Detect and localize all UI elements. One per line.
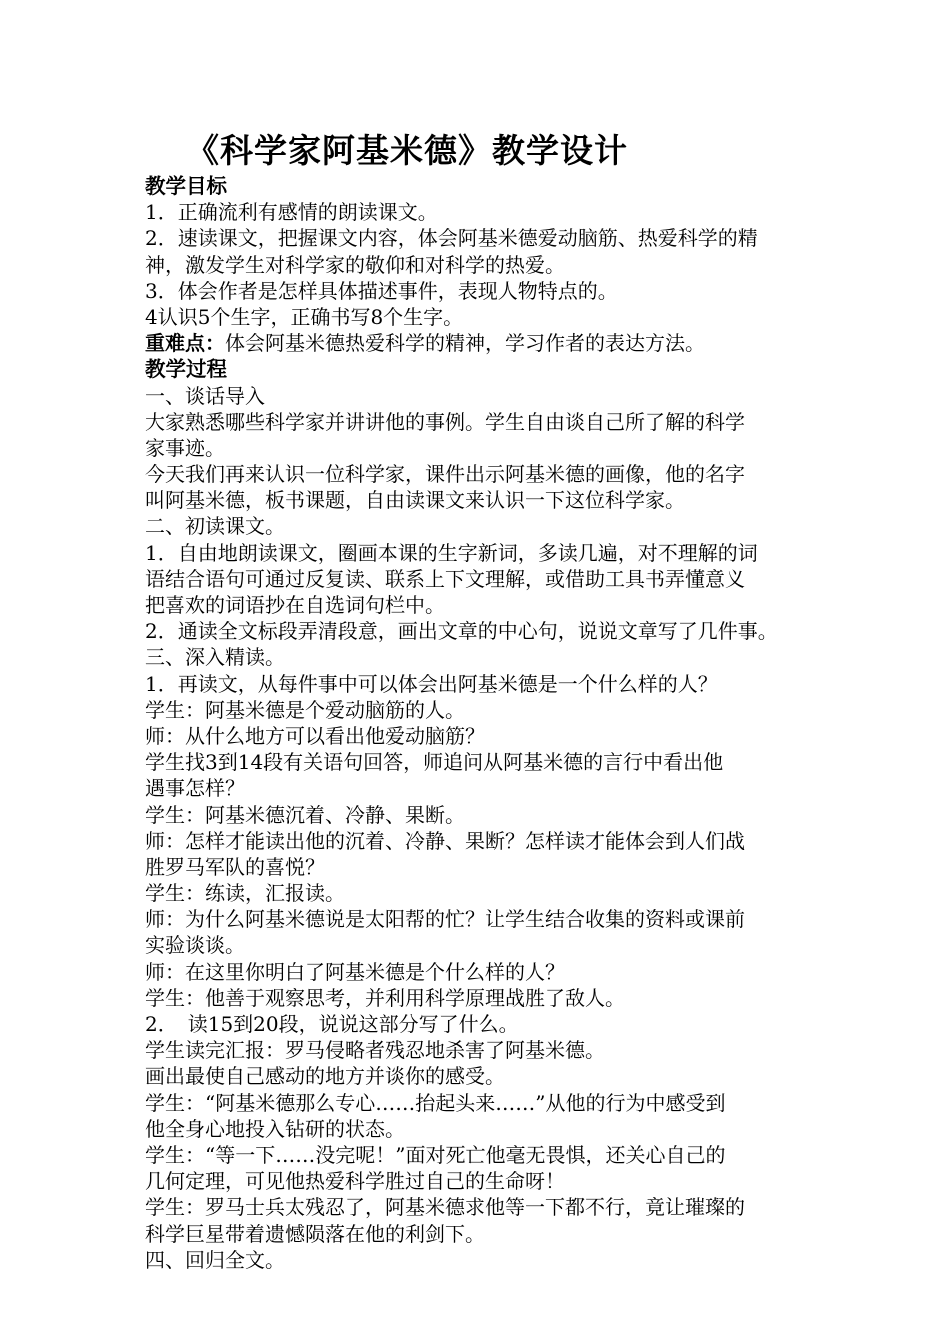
process-line: 二、初读课文。 — [145, 514, 285, 539]
process-line: 画出最使自己感动的地方并谈你的感受。 — [145, 1064, 505, 1089]
process-line: 学生：阿基米德是个爱动脑筋的人。 — [145, 697, 465, 722]
process-line: 遇事怎样？ — [145, 776, 245, 801]
process-line: 学生：练读，汇报读。 — [145, 881, 345, 906]
process-line: 今天我们再来认识一位科学家，课件出示阿基米德的画像，他的名字 — [145, 462, 745, 487]
key-points-text: 体会阿基米德热爱科学的精神，学习作者的表达方法。 — [225, 331, 705, 356]
process-line: 师：从什么地方可以看出他爱动脑筋？ — [145, 723, 485, 748]
objective-item: 3．体会作者是怎样具体描述事件，表现人物特点的。 — [145, 278, 618, 303]
process-line: 实验谈谈。 — [145, 933, 245, 958]
process-line: 他全身心地投入钻研的状态。 — [145, 1116, 405, 1141]
process-line: 师：在这里你明白了阿基米德是个什么样的人？ — [145, 959, 565, 984]
process-heading: 教学过程 — [145, 357, 227, 382]
process-line: 语结合语句可通过反复读、联系上下文理解，或借助工具书弄懂意义 — [145, 566, 745, 591]
objective-item: 4认识5个生字，正确书写8个生字。 — [145, 304, 464, 329]
process-line: 2．通读全文标段弄清段意，画出文章的中心句，说说文章写了几件事。 — [145, 619, 778, 644]
process-line: 学生读完汇报：罗马侵略者残忍地杀害了阿基米德。 — [145, 1038, 605, 1063]
process-line: 学生：阿基米德沉着、冷静、果断。 — [145, 802, 465, 827]
process-line: 师：为什么阿基米德说是太阳帮的忙？让学生结合收集的资料或课前 — [145, 907, 745, 932]
process-line: 一、谈话导入 — [145, 383, 265, 408]
key-points-label: 重难点： — [145, 331, 225, 356]
process-line: 学生：罗马士兵太残忍了，阿基米德求他等一下都不行，竟让璀璨的 — [145, 1195, 745, 1220]
process-line: 三、深入精读。 — [145, 645, 285, 670]
process-line: 四、回归全文。 — [145, 1247, 285, 1272]
process-line: 学生找3到14段有关语句回答，师追问从阿基米德的言行中看出他 — [145, 750, 724, 775]
process-line: 学生：“阿基米德那么专心……抬起头来……”从他的行为中感受到 — [145, 1090, 726, 1115]
process-line: 叫阿基米德，板书课题，自由读课文来认识一下这位科学家。 — [145, 488, 685, 513]
process-line: 把喜欢的词语抄在自选词句栏中。 — [145, 593, 445, 617]
process-line: 学生：他善于观察思考，并利用科学原理战胜了敌人。 — [145, 985, 625, 1010]
process-line: 2． 读15到20段，说说这部分写了什么。 — [145, 1012, 519, 1036]
process-line: 家事迹。 — [145, 435, 225, 460]
objectives-heading: 教学目标 — [145, 174, 227, 198]
process-line: 科学巨星带着遗憾陨落在他的利剑下。 — [145, 1221, 485, 1246]
document-title: 《科学家阿基米德》教学设计 — [186, 131, 628, 170]
process-line: 几何定理，可见他热爱科学胜过自己的生命呀！ — [145, 1169, 565, 1194]
document-body — [145, 173, 825, 1273]
process-line: 师：怎样才能读出他的沉着、冷静、果断？怎样读才能体会到人们战 — [145, 828, 745, 853]
process-line: 学生：“等一下……没完呢！”面对死亡他毫无畏惧，还关心自己的 — [145, 1142, 726, 1167]
objective-item: 1．正确流利有感情的朗读课文。 — [145, 200, 438, 225]
process-line: 胜罗马军队的喜悦？ — [145, 854, 325, 879]
process-line: 1．再读文，从每件事中可以体会出阿基米德是一个什么样的人？ — [145, 671, 718, 696]
key-points — [145, 330, 825, 356]
process-line: 大家熟悉哪些科学家并讲讲他的事例。学生自由谈自己所了解的科学 — [145, 409, 745, 434]
process-line: 1．自由地朗读课文，圈画本课的生字新词，多读几遍，对不理解的词 — [145, 540, 758, 565]
objective-item: 神，激发学生对科学家的敬仰和对科学的热爱。 — [145, 252, 565, 277]
objective-item: 2．速读课文，把握课文内容，体会阿基米德爱动脑筋、热爱科学的精 — [145, 226, 758, 251]
